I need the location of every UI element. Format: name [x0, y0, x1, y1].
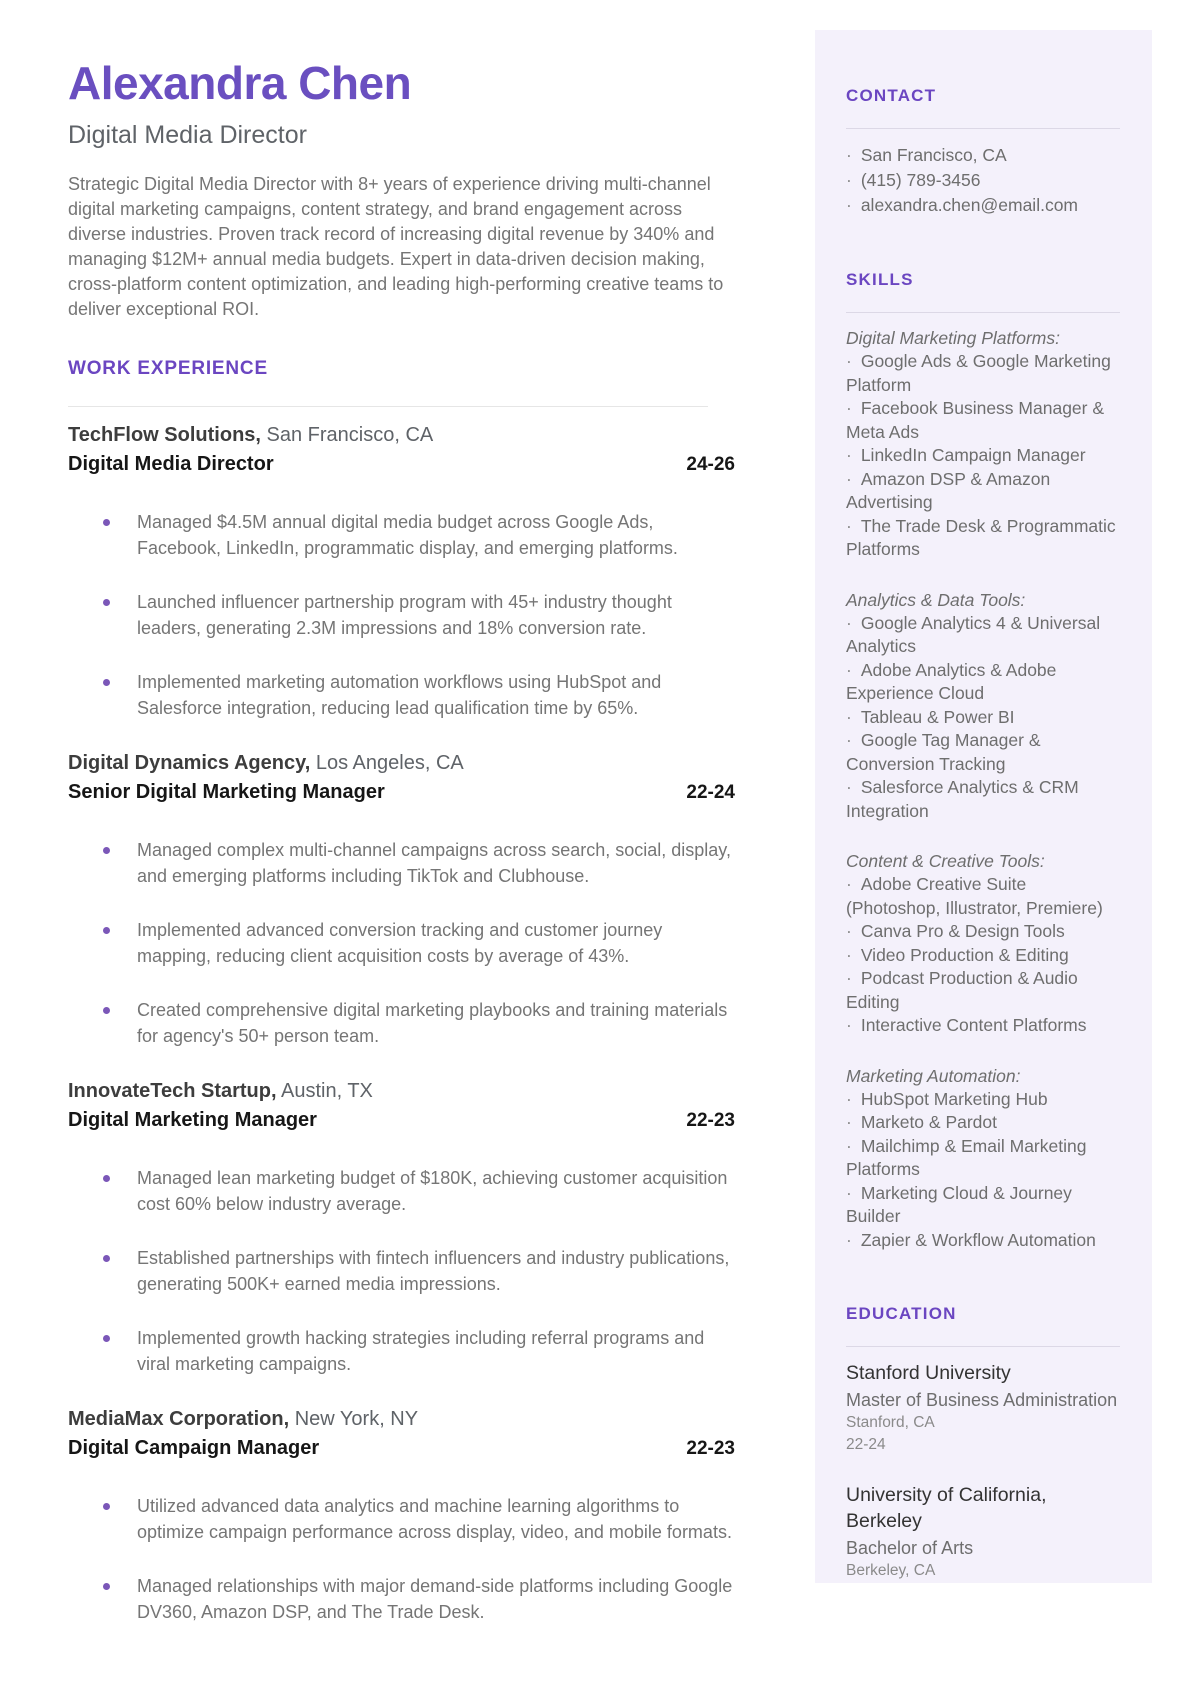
skill-text: Mailchimp & Email Marketing Platforms: [846, 1135, 1087, 1179]
dot-bullet: ·: [846, 195, 852, 215]
contact-section: [846, 86, 1120, 218]
title-line: [68, 1106, 735, 1135]
dot-bullet: ·: [846, 944, 852, 965]
skill-text: Video Production & Editing: [860, 944, 1069, 965]
bullet-item: [68, 837, 735, 889]
bullet-dot: [103, 927, 110, 934]
bullet-item: [68, 1573, 735, 1625]
skill-text: Salesforce Analytics & CRM Integration: [846, 777, 1079, 821]
job-entry: [68, 749, 735, 1049]
skill-text: Marketing Cloud & Journey Builder: [846, 1182, 1072, 1226]
dot-bullet: ·: [846, 1112, 852, 1132]
job-title: Digital Campaign Manager: [68, 1436, 320, 1459]
sidebar-divider: [846, 1346, 1120, 1347]
degree: Bachelor of Arts: [846, 1538, 974, 1558]
skill-item: [846, 1111, 1120, 1135]
bullet-dot: [103, 1503, 110, 1510]
dot-bullet: ·: [846, 730, 852, 750]
contact-text: (415) 789-3456: [860, 170, 981, 190]
skill-item: [846, 659, 1120, 706]
skill-item: [846, 1135, 1120, 1182]
skill-item: [846, 444, 1120, 468]
dot-bullet: ·: [846, 145, 852, 165]
company-name: Digital Dynamics Agency,: [68, 751, 311, 774]
bullet-text: Launched influencer partnership program with 45+ industry thought leaders, generating 2.3M impressions and 18% conversion rate.: [137, 591, 672, 638]
bullet-text: Managed complex multi-channel campaigns across search, social, display, and emerging platforms including TikTok and Clubhouse.: [137, 839, 731, 886]
contact-email: [846, 193, 1120, 218]
skill-item: [846, 920, 1120, 944]
skill-text: Tableau & Power BI: [860, 706, 1015, 727]
job-header: [68, 1077, 735, 1135]
dot-bullet: ·: [846, 515, 852, 536]
bullet-text: Implemented advanced conversion tracking and customer journey mapping, reducing client acquisition costs by average of 43%.: [137, 919, 663, 966]
bullet-text: Managed relationships with major demand-side platforms including Google DV360, Amazon DSP, and The Trade Desk.: [137, 1575, 733, 1622]
skill-text: Google Analytics 4 & Universal Analytics: [846, 612, 1101, 656]
school-location: Stanford, CA: [846, 1414, 935, 1431]
dot-bullet: ·: [846, 612, 852, 633]
skill-group: [846, 588, 1120, 824]
skill-category: Content & Creative Tools:: [846, 851, 1045, 871]
bullet-item: [68, 917, 735, 969]
dot-bullet: ·: [846, 659, 852, 680]
sidebar-divider: [846, 128, 1120, 129]
bullet-dot: [103, 847, 110, 854]
job-entry: [68, 1077, 735, 1377]
company-location: San Francisco, CA: [266, 423, 434, 446]
dot-bullet: ·: [846, 1182, 852, 1203]
bullet-item: [68, 1325, 735, 1377]
bullet-item: [68, 997, 735, 1049]
job-dates: 22-24: [686, 781, 735, 803]
skill-text: Google Tag Manager & Conversion Tracking: [846, 730, 1041, 774]
skill-text: Interactive Content Platforms: [860, 1015, 1087, 1035]
company-name: InnovateTech Startup,: [68, 1079, 277, 1102]
company-location: New York, NY: [294, 1407, 419, 1430]
company-line: [68, 421, 735, 450]
sidebar-divider: [846, 312, 1120, 313]
summary-paragraph: Strategic Digital Media Director with 8+ years of experience driving multi-channel digital marketing campaigns, content strategy, and brand engagement across diverse industries. Proven track record of increasing digital revenue by 340% and managing $12M+ annual media budgets. Expert in data-driven decision making, cross-platform content optimization, and leading high-performing creative teams to deliver exceptional ROI.: [68, 173, 724, 319]
job-title: Digital Media Director: [68, 452, 274, 475]
degree: Master of Business Administration: [846, 1390, 1118, 1410]
company-location: Austin, TX: [281, 1079, 373, 1102]
contact-text: San Francisco, CA: [860, 145, 1007, 165]
skill-item: [846, 515, 1120, 562]
bullet-dot: [103, 1255, 110, 1262]
dot-bullet: ·: [846, 874, 852, 894]
dot-bullet: ·: [846, 445, 852, 465]
dot-bullet: ·: [846, 398, 852, 418]
dot-bullet: ·: [846, 1135, 852, 1156]
bullet-text: Managed $4.5M annual digital media budget across Google Ads, Facebook, LinkedIn, programmatic display, and emerging platforms.: [137, 511, 678, 558]
bullet-dot: [103, 1335, 110, 1342]
work-experience-heading: WORK EXPERIENCE: [68, 357, 268, 379]
skill-text: The Trade Desk & Programmatic Platforms: [846, 515, 1116, 559]
bullet-dot: [103, 599, 110, 606]
skill-item: [846, 967, 1120, 1014]
dot-bullet: ·: [846, 968, 852, 988]
bullet-text: Established partnerships with fintech influencers and industry publications, generating 500K+ earned media impressions.: [137, 1247, 730, 1294]
dot-bullet: ·: [846, 1229, 852, 1250]
bullet-item: [68, 589, 735, 641]
contact-heading: CONTACT: [846, 86, 937, 105]
skill-category: Digital Marketing Platforms:: [846, 328, 1060, 348]
person-name: Alexandra Chen: [68, 57, 412, 109]
job-header: [68, 1405, 735, 1463]
skill-text: Zapier & Workflow Automation: [860, 1229, 1096, 1250]
dot-bullet: ·: [846, 1088, 852, 1109]
bullet-text: Created comprehensive digital marketing playbooks and training materials for agency's 50+ person team.: [137, 999, 728, 1046]
skill-text: Google Ads & Google Marketing Platform: [846, 351, 1111, 395]
bullet-dot: [103, 519, 110, 526]
dot-bullet: ·: [846, 1015, 852, 1035]
bullet-dot: [103, 1175, 110, 1182]
skill-text: Adobe Creative Suite (Photoshop, Illustrator, Premiere): [846, 874, 1103, 918]
job-dates: 24-26: [686, 453, 735, 475]
education-entry: [846, 1360, 1120, 1456]
education-entry: [846, 1482, 1120, 1582]
skill-group: [846, 849, 1120, 1038]
dot-bullet: ·: [846, 777, 852, 797]
bullet-item: [68, 669, 735, 721]
company-line: [68, 1405, 735, 1434]
bullet-dot: [103, 679, 110, 686]
education-heading: EDUCATION: [846, 1304, 957, 1323]
skill-text: HubSpot Marketing Hub: [860, 1088, 1048, 1109]
skill-group: [846, 1064, 1120, 1253]
skill-text: LinkedIn Campaign Manager: [860, 445, 1086, 465]
skill-text: Adobe Analytics & Adobe Experience Cloud: [846, 659, 1057, 703]
company-line: [68, 749, 735, 778]
title-line: [68, 778, 735, 807]
job-title: Digital Marketing Manager: [68, 1108, 317, 1131]
dot-bullet: ·: [846, 351, 852, 371]
skill-group: [846, 326, 1120, 562]
skill-item: [846, 873, 1120, 920]
contact-location: [846, 143, 1120, 168]
skill-item: [846, 468, 1120, 515]
sidebar: [815, 30, 1152, 1583]
job-dates: 22-23: [686, 1437, 735, 1459]
skill-item: [846, 1182, 1120, 1229]
company-location: Los Angeles, CA: [315, 751, 464, 774]
skills-section: [846, 270, 1120, 1252]
skill-item: [846, 944, 1120, 968]
bullet-list: [68, 509, 735, 721]
education-section: [846, 1304, 1120, 1582]
bullet-dot: [103, 1007, 110, 1014]
skill-text: Podcast Production & Audio Editing: [846, 968, 1078, 1012]
bullet-item: [68, 1165, 735, 1217]
contact-text: alexandra.chen@email.com: [860, 195, 1079, 215]
bullet-list: [68, 1165, 735, 1377]
skill-item: [846, 1229, 1120, 1253]
job-header: [68, 421, 735, 479]
skill-item: [846, 706, 1120, 730]
skill-item: [846, 1088, 1120, 1112]
dot-bullet: ·: [846, 706, 852, 727]
bullet-item: [68, 1245, 735, 1297]
company-line: [68, 1077, 735, 1106]
skill-category: Analytics & Data Tools:: [846, 589, 1026, 610]
skill-item: [846, 776, 1120, 823]
dot-bullet: ·: [846, 921, 852, 941]
school-name: University of California, Berkeley: [846, 1484, 1047, 1532]
main-column: [68, 58, 735, 1653]
bullet-list: [68, 1493, 735, 1625]
skill-item: [846, 612, 1120, 659]
contact-phone: [846, 168, 1120, 193]
company-name: TechFlow Solutions,: [68, 423, 261, 446]
title-line: [68, 1434, 735, 1463]
contact-list: [846, 143, 1120, 218]
title-line: [68, 450, 735, 479]
job-entry: [68, 1405, 735, 1625]
skill-item: [846, 729, 1120, 776]
bullet-list: [68, 837, 735, 1049]
skill-text: Amazon DSP & Amazon Advertising: [846, 468, 1051, 512]
skill-text: Marketo & Pardot: [860, 1112, 997, 1132]
skill-category: Marketing Automation:: [846, 1065, 1021, 1086]
bullet-text: Implemented growth hacking strategies including referral programs and viral marketing campaigns.: [137, 1327, 705, 1374]
skill-item: [846, 1014, 1120, 1038]
job-entry: [68, 421, 735, 721]
skills-heading: SKILLS: [846, 270, 914, 289]
school-name: Stanford University: [846, 1362, 1011, 1384]
bullet-item: [68, 1493, 735, 1545]
job-dates: 22-23: [686, 1109, 735, 1131]
bullet-dot: [103, 1583, 110, 1590]
bullet-text: Implemented marketing automation workflows using HubSpot and Salesforce integration, reducing lead qualification time by 65%.: [137, 671, 662, 718]
school-location: Berkeley, CA: [846, 1562, 936, 1579]
skill-item: [846, 350, 1120, 397]
skill-text: Canva Pro & Design Tools: [860, 921, 1065, 941]
dot-bullet: ·: [846, 468, 852, 489]
skill-text: Facebook Business Manager & Meta Ads: [846, 398, 1105, 442]
bullet-text: Managed lean marketing budget of $180K, achieving customer acquisition cost 60% below industry average.: [137, 1167, 728, 1214]
job-title: Senior Digital Marketing Manager: [68, 780, 385, 803]
bullet-text: Utilized advanced data analytics and machine learning algorithms to optimize campaign performance across display, video, and mobile formats.: [137, 1495, 732, 1542]
skill-item: [846, 397, 1120, 444]
school-dates: 22-24: [846, 1436, 886, 1453]
job-header: [68, 749, 735, 807]
person-title: Digital Media Director: [68, 120, 307, 149]
section-divider: [68, 406, 708, 407]
bullet-item: [68, 509, 735, 561]
dot-bullet: ·: [846, 170, 852, 190]
company-name: MediaMax Corporation,: [68, 1407, 290, 1430]
